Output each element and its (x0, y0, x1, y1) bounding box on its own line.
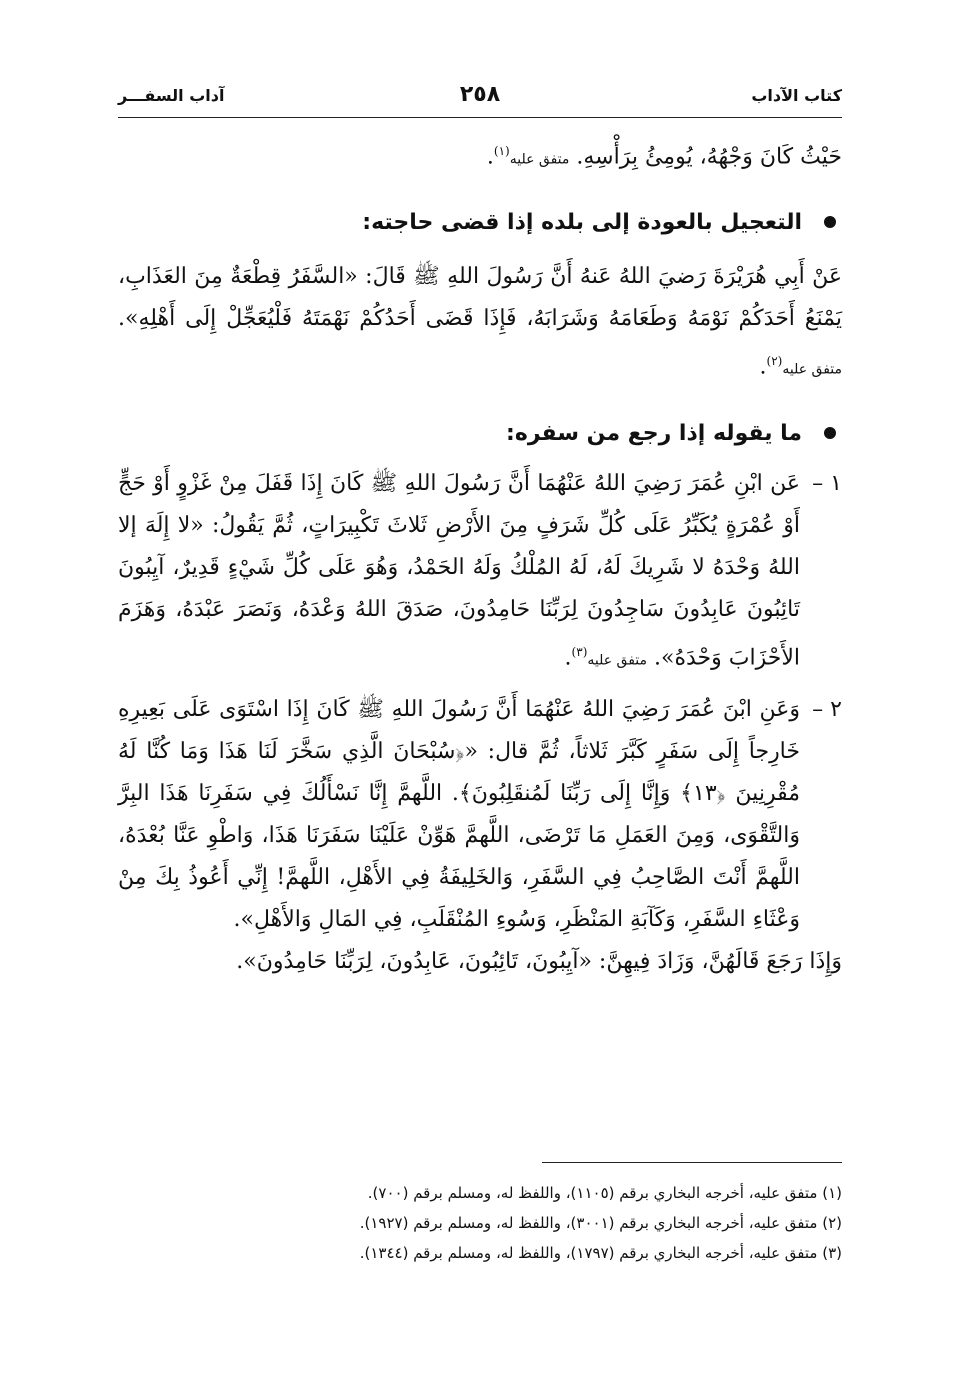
page-number: ٢٥٨ (459, 82, 501, 107)
closing-paragraph (118, 941, 842, 983)
footnote-1: (١) متفق عليه، أخرجه البخاري برقم (١١٠٥)، واللفظ له، ومسلم برقم (٧٠٠). (367, 1184, 842, 1202)
intro-text: حَيْثُ كَانَ وَجْهُهُ، يُومِئُ بِرَأْسِهِ. (576, 144, 842, 170)
footnote-3: (٣) متفق عليه، أخرجه البخاري برقم (١٧٩٧)، واللفظ له، ومسلم برقم (١٣٤٤). (359, 1244, 842, 1262)
section-heading-return (118, 202, 842, 244)
chapter-title: آداب السفـــر (118, 86, 225, 105)
item-number: ٢ – (812, 696, 842, 722)
bullet-icon (824, 427, 836, 439)
bullet-icon (824, 216, 836, 228)
intro-end: . (486, 144, 494, 170)
footnotes (118, 1178, 842, 1268)
intro-paragraph (118, 130, 842, 180)
footnote-ref-1: (١) (493, 144, 510, 158)
footnote-ref-2: (٢) (766, 354, 783, 369)
page-header (118, 82, 842, 112)
item1-citation: متفق عليه (587, 651, 648, 668)
section-heading-sayings (118, 413, 842, 455)
para1-end: . (759, 354, 767, 380)
item1-end: . (564, 644, 572, 670)
book-title: كتاب الآداب (751, 86, 842, 105)
para1-citation: متفق عليه (782, 361, 842, 378)
numbered-item-2 (118, 689, 842, 941)
intro-citation: متفق عليه (509, 151, 570, 168)
heading-text: ما يقوله إذا رجع من سفره: (506, 420, 802, 446)
header-divider (118, 117, 842, 118)
heading-text: التعجيل بالعودة إلى بلده إذا قضى حاجته: (362, 210, 802, 236)
main-text (118, 130, 842, 983)
footnote-divider (542, 1162, 842, 1163)
para1-text: عَنْ أَبِي هُرَيْرَةَ رَضيَ اللهُ عَنهُ أَنَّ رَسُولَ اللهِ ﷺ قَالَ: «السَّفَرُ قِطْعَةٌ مِنَ العَذَابِ، يَمْنَعُ أَحَدَكُمْ نَوْمَهُ وَطَعَامَهُ وَشَرَابَهُ، فَإِذَا قَضَى أَحَدُكُمْ نَهْمَتَهُ فَلْيُعَجِّلْ إِلَى أَهْلِهِ». (118, 264, 842, 332)
item1-text: عَن ابْنِ عُمَرَ رَضِيَ اللهُ عَنْهُمَا أَنَّ رَسُولَ اللهِ ﷺ كَانَ إِذَا قَفَلَ مِنْ غَزْوٍ أَوْ حَجٍّ أَوْ عُمْرَةٍ يُكَبِّرُ عَلَى كُلِّ شَرَفٍ مِنَ الأَرْضِ ثَلاثَ تَكْبِيرَاتٍ، ثُمَّ يَقُولُ: «لا إِلَهَ إلا اللهُ وَحْدَهُ لا شَرِيكَ لَهُ، لَهُ المُلْكُ وَلَهُ الحَمْدُ، وَهُوَ عَلَى كُلِّ شَيْءٍ قَدِيرٌ، آيِبُونَ تَائِبُونَ عَابِدُونَ سَاجِدُونَ لِرَبِّنَا حَامِدُونَ، صَدَقَ اللهُ وَعْدَهُ، وَنَصَرَ عَبْدَهُ، وَهَزَمَ الأَحْزَابَ وَحْدَهُ». (118, 470, 800, 670)
item2-text: وَعَنِ ابْنَ عُمَرَ رَضِيَ اللهُ عَنْهُمَا أَنَّ رَسُولَ اللهِ ﷺ كَانَ إِذَا اسْتَوَى عَلَى بَعِيرِهِ خَارِجاً إِلَى سَفَرٍ كَبَّرَ ثَلاثاً، ثُمَّ قال: «﴿سُبْحَانَ الَّذِي سَخَّرَ لَنَا هَذَا وَمَا كُنَّا لَهُ مُقْرِنِينَ ﴿١٣﴾ وَإِنَّا إِلَى رَبِّنَا لَمُنقَلِبُونَ﴾. اللَّهمَّ إِنَّا نَسْأَلُكَ فِي سَفَرِنَا هَذَا البِرَّ وَالتَّقْوَى، وَمِنَ العَمَلِ مَا تَرْضَى، اللَّهمَّ هَوِّنْ عَلَيْنَا سَفَرَنَا هَذَا، وَاطْوِ عَنَّا بُعْدَهُ، اللَّهمَّ أَنْتَ الصَّاحِبُ فِي السَّفَرِ، وَالخَلِيفَةُ فِي الأَهْلِ، اللَّهمَّ! إِنِّي أَعُوذُ بِكَ مِنْ وَعْثَاءِ السَّفَرِ، وَكَآبَةِ المَنْظَرِ، وَسُوءِ المُنْقَلَبِ، فِي المَالِ وَالأَهْلِ». (118, 696, 800, 932)
footnote-2: (٢) متفق عليه، أخرجه البخاري برقم (٣٠٠١)، واللفظ له، ومسلم برقم (١٩٢٧). (359, 1214, 842, 1232)
footnote-ref-3: (٣) (571, 644, 588, 659)
item-number: ١ – (812, 470, 842, 496)
para3-text: وَإِذَا رَجَعَ قَالَهُنَّ، وَزَادَ فِيهِنَّ: «آيِبُونَ، تَائِبُونَ، عَابِدُونَ، لِرَبِّنَا حَامِدُونَ». (236, 948, 842, 974)
numbered-item-1 (118, 463, 842, 681)
hadith-paragraph-1 (118, 256, 842, 390)
